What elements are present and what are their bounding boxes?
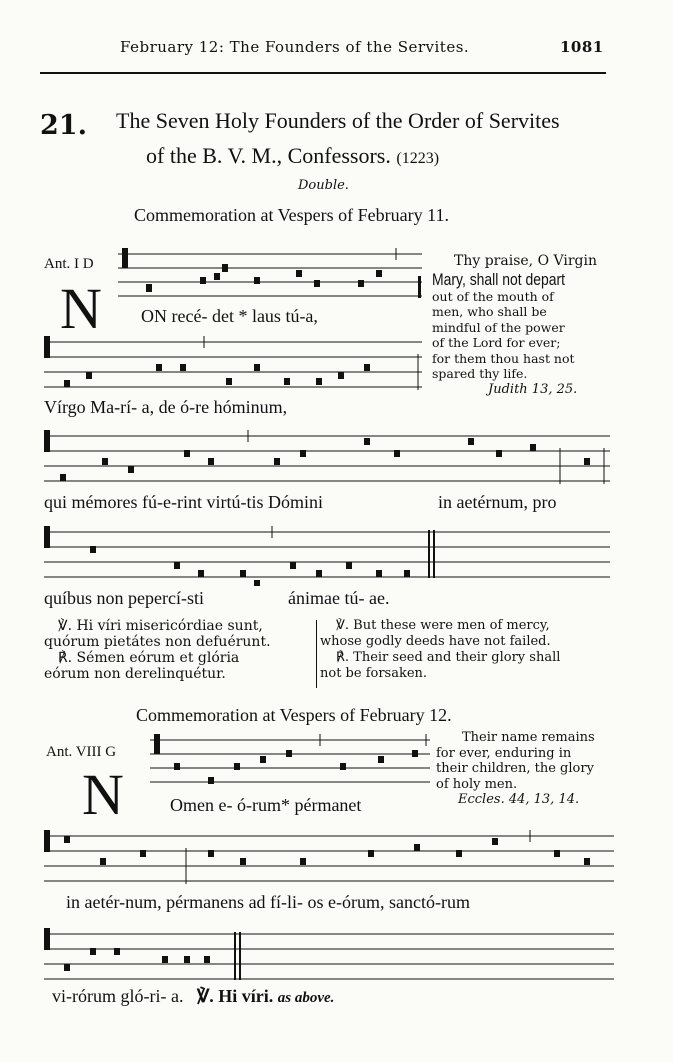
column-divider xyxy=(316,620,317,688)
commemoration-heading-2: Commemoration at Vespers of February 12. xyxy=(136,705,452,725)
translation-2: Their name remains for ever, enduring in their children, the glory of holy men. Eccles. 44, 13, 14. xyxy=(436,730,612,808)
initial-letter-1: N xyxy=(60,276,102,341)
versicle-ref-2: ℣. Hi víri. xyxy=(196,986,274,1006)
initial-letter-2: N xyxy=(82,762,124,827)
antiphon-label-2: Ant. VIII G xyxy=(46,744,117,760)
lyric-line-3: qui mémores fú-e-rint virtú-tis Dómini xyxy=(44,492,323,512)
antiphon-label-1: Ant. I D xyxy=(44,256,94,272)
translation-line: mindful of the power xyxy=(432,319,565,335)
lyric-line-7: vi-rórum gló-ri- a. ℣. Hi víri. as above. xyxy=(52,986,335,1006)
translation-line: spared thy life. xyxy=(432,366,528,381)
versicle-latin-1: ℣. Hi víri misericórdiae sunt, quórum pietátes non defuérunt. ℟. Sémen eórum et glória eórum non derelinquétur. xyxy=(44,618,271,682)
lyric-line-3b: in aetérnum, pro xyxy=(438,492,557,512)
feast-year: (1223) xyxy=(396,150,440,167)
translation-reference: Judith 13, 25. xyxy=(488,381,578,397)
lyric-line-1: ON recé- det * laus tú-a, xyxy=(141,306,318,326)
translation-line: of the Lord for ever; xyxy=(432,335,561,350)
chant-staff-6 xyxy=(44,828,614,888)
feast-rank: Double. xyxy=(298,178,349,193)
running-title: February 12: The Founders of the Servites. xyxy=(120,38,470,56)
feast-number: 21. xyxy=(40,110,87,141)
as-above-note: as above. xyxy=(277,990,335,1006)
feast-title-line1: The Seven Holy Founders of the Order of Servites xyxy=(116,108,560,133)
translation-1 xyxy=(432,254,610,397)
translation-line-bold: Mary, shall not depart xyxy=(432,269,566,289)
chant-staff-5 xyxy=(150,734,430,790)
commemoration-heading-1: Commemoration at Vespers of February 11. xyxy=(134,205,449,225)
header-rule xyxy=(40,72,606,74)
lyric-line-4: quíbus non pepercí-sti xyxy=(44,588,204,608)
page-number: 1081 xyxy=(560,38,604,56)
versicle-english-1: ℣. But these were men of mercy, whose godly deeds have not failed. ℟. Their seed and their glory shall not be forsaken. xyxy=(320,618,561,681)
feast-title-line2: of the B. V. M., Confessors. (1223) xyxy=(146,143,440,168)
lyric-line-4b: ánimae tú- ae. xyxy=(288,588,390,608)
translation-line: out of the mouth of xyxy=(432,288,554,304)
chant-staff-2 xyxy=(44,334,422,392)
translation-line: men, who shall be xyxy=(432,304,547,319)
chant-staff-4 xyxy=(44,524,610,586)
lyric-line-5: Omen e- ó-rum* pérmanet xyxy=(170,795,362,815)
chant-staff-3 xyxy=(44,428,610,486)
translation-reference-2: Eccles. 44, 13, 14. xyxy=(458,792,580,807)
chant-staff-1 xyxy=(118,248,422,300)
lyric-line-2: Vírgo Ma-rí- a, de ó-re hóminum, xyxy=(44,397,288,417)
lyric-line-6: in aetér-num, pérmanens ad fí-li- os e-órum, sanctó-rum xyxy=(66,892,470,912)
translation-line: for them thou hast not xyxy=(432,350,575,366)
chant-staff-7 xyxy=(44,926,614,982)
translation-line-big: Thy praise, O Virgin xyxy=(454,253,597,269)
